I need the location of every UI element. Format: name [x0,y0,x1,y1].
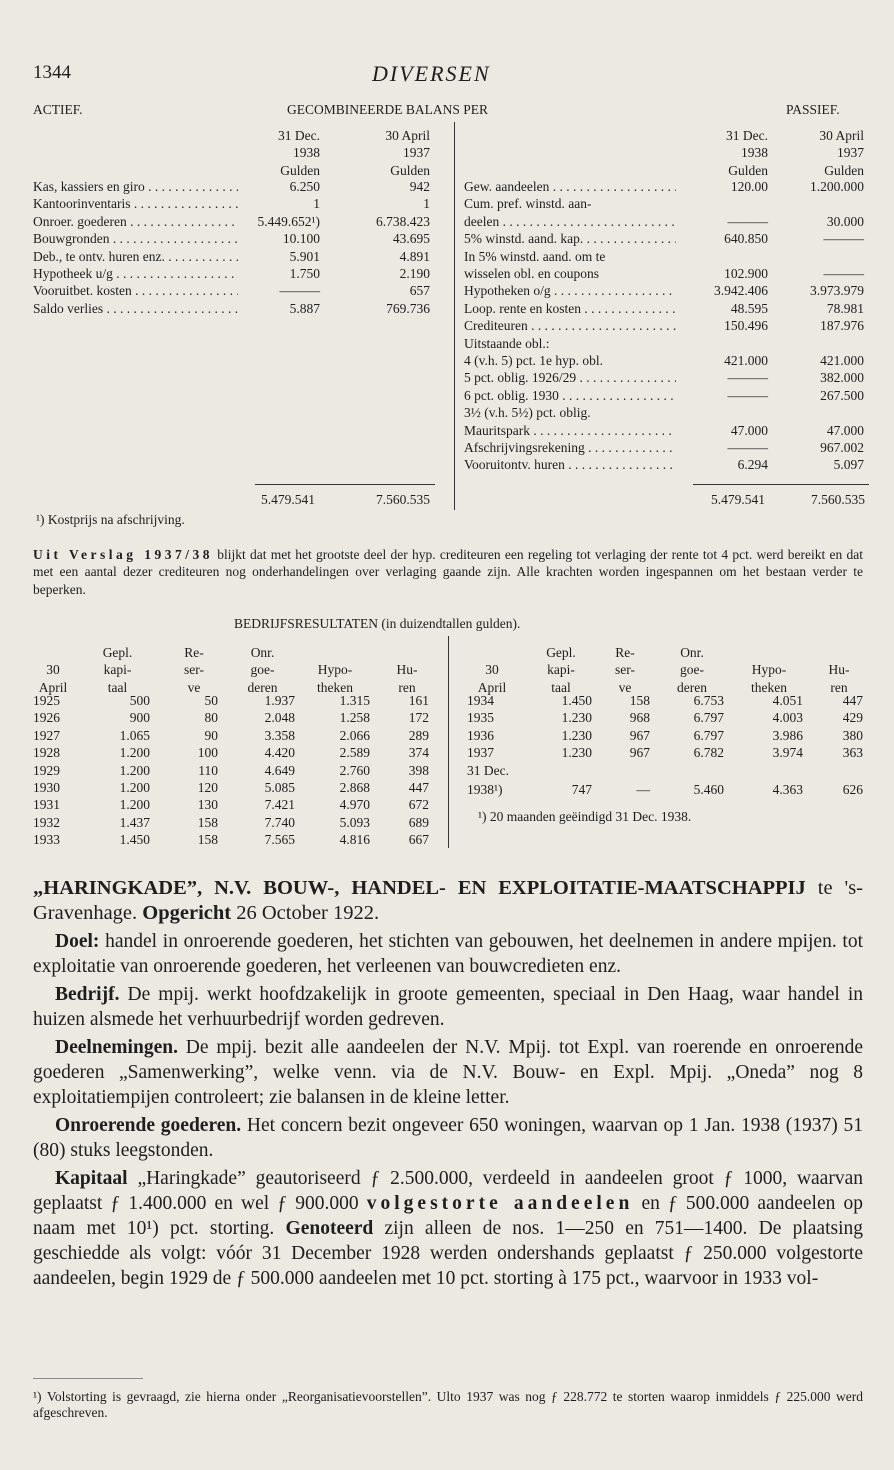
results-header-cell: theken [317,679,353,695]
results-cell: 429 [842,710,863,726]
actief-heading: ACTIEF. [33,102,83,117]
running-header: DIVERSEN [372,61,491,86]
results-cell: 4.816 [339,832,370,848]
results-cell: 2.760 [339,762,370,778]
results-header-cell: Hu- [396,662,418,678]
results-year: 1934 [467,693,494,708]
results-cell: 120 [197,780,218,795]
results-footnote: ¹) 20 maanden geëindigd 31 Dec. 1938. [478,809,692,824]
results-header-cell: ser- [184,662,204,678]
results-header-cell: 30 [485,662,499,678]
actief-value-1938: 10.100 [282,231,320,247]
column-header-1938: 1938 [741,145,768,161]
results-header-cell: Hypo- [751,662,787,678]
results-year: 1931 [33,797,60,813]
results-header-cell: Onr. [680,645,704,660]
results-cell: 6.782 [693,745,724,761]
passief-label: In 5% winstd. aand. om te [464,248,606,264]
results-cell: 626 [842,782,863,797]
passief-value-1937: 382.000 [820,370,864,386]
results-cell: 7.421 [264,797,295,813]
actief-value-1937: 43.695 [392,231,430,247]
results-cell: 2.868 [339,780,370,795]
results-cell: 5.085 [264,780,295,795]
results-cell: 4.970 [339,797,370,813]
results-year: 1929 [33,762,60,778]
results-year: 1930 [33,780,60,795]
kapitaal-spaced: volgestorte aandeelen [366,1193,634,1214]
results-cell: 1.450 [119,832,150,848]
results-cell: 1.200 [119,745,150,761]
results-year: 31 Dec. [467,762,509,778]
passief-value-1937: ——— [823,231,864,247]
results-cell: 50 [204,693,218,708]
results-year: 1928 [33,745,60,761]
results-cell: 747 [571,782,592,797]
passief-label: 3½ (v.h. 5½) pct. oblig. [464,405,591,421]
results-cell: 1.450 [561,693,592,708]
actief-value-1938: 5.901 [289,248,320,264]
results-header-cell: goe- [680,662,704,678]
results-cell: 5.093 [339,814,370,830]
results-header-cell: kapi- [547,662,575,678]
results-cell: 1.437 [119,814,150,830]
passief-value-1938: 150.496 [724,318,768,334]
results-cell: 380 [842,727,863,743]
footnote-rule [33,1378,143,1379]
actief-label: Saldo verlies . . . [33,300,238,317]
passief-value-1937: 1.200.000 [810,179,864,194]
actief-value-1938: ——— [279,283,320,299]
passief-value-1938: ——— [727,440,768,455]
results-cell: 4.051 [772,693,803,708]
founded-date: 26 October 1922. [231,902,380,924]
results-year: 1937 [467,745,494,761]
results-year: 1938¹) [467,782,503,797]
actief-value-1937: 769.736 [386,300,430,316]
results-cell: 1.200 [119,780,150,795]
results-year: 1933 [33,832,60,848]
doel-text: handel in onroerende goederen, het stichten van gebouwen, het deelnemen in andere mpijen. tot exploitatie van onroerende goederen, het verleenen van bouwcredieten enz. [33,931,863,977]
column-header-1938: 1938 [293,145,320,161]
actief-value-1937: 942 [409,179,430,194]
column-header-1937: 1937 [403,145,430,161]
passief-value-1938: 48.595 [730,300,768,316]
column-header-1938: 31 Dec. [726,128,768,143]
column-header-1938: Gulden [728,162,768,178]
results-cell: 447 [408,780,429,795]
passief-label: Cum. pref. winstd. aan- [464,196,592,212]
actief-label: Vooruitbet. kosten . . . [33,282,238,299]
actief-label: Bouwgronden . . . [33,230,238,247]
genoteerd-label: Genoteerd [285,1218,374,1239]
actief-total-1937: 7.560.535 [376,492,430,507]
actief-value-1937: 6.738.423 [376,213,430,229]
passief-total-rule [693,484,869,485]
results-cell: 2.589 [339,745,370,761]
actief-label: Hypotheek u/g . . . [33,265,238,282]
results-cell: 130 [197,797,218,813]
results-header-cell: taal [107,679,128,695]
results-cell: 968 [629,710,650,726]
company-location: te 's-Gravenhage. [33,877,864,924]
results-cell: 1.230 [561,745,592,761]
column-header-1937: Gulden [824,162,864,178]
results-title: BEDRIJFSRESULTATEN (in duizendtallen gulden). [234,616,521,631]
results-cell: 289 [408,727,429,743]
passief-value-1937: ——— [823,266,864,281]
results-cell: 4.649 [264,762,295,778]
results-cell: 5.460 [693,782,724,797]
passief-value-1937: 267.500 [820,387,864,403]
results-cell: 3.986 [772,727,803,743]
actief-total-1938: 5.479.541 [261,492,315,507]
results-cell: 672 [408,797,429,813]
results-header-cell: April [477,679,507,695]
verslag-paragraph [33,546,863,598]
results-cell: 1.200 [119,797,150,813]
results-header-cell: Hypo- [317,662,353,678]
results-header-cell: 30 [46,662,60,678]
kapitaal-label: Kapitaal [55,1168,128,1189]
passief-value-1937: 5.097 [833,457,864,473]
results-header-cell: ve [187,679,201,695]
deelnemingen-label: Deelnemingen. [55,1037,178,1058]
column-header-1938: 31 Dec. [278,128,320,143]
actief-value-1938: 1.750 [289,266,320,281]
actief-label: Kas, kassiers en giro . . . [33,178,238,195]
results-cell: 398 [408,762,429,778]
passief-label: Vooruitontv. huren . . . [464,456,676,473]
results-cell: 500 [129,693,150,708]
results-year: 1927 [33,727,60,743]
results-cell: 1.200 [119,762,150,778]
actief-value-1938: 5.449.652¹) [257,213,320,229]
passief-label: 6 pct. oblig. 1930 . . . [464,387,676,404]
column-header-1937: Gulden [390,162,430,178]
passief-label: Uitstaande obl.: [464,335,550,351]
passief-value-1937: 30.000 [826,213,864,229]
passief-value-1938: 102.900 [724,266,768,281]
passief-value-1938: ——— [727,213,768,229]
column-header-1937: 1937 [837,145,864,161]
results-cell: 161 [408,693,429,708]
results-header-cell: Onr. [250,645,275,660]
founded-label: Opgericht [142,902,232,924]
results-cell: 6.753 [693,693,724,708]
results-cell: 689 [408,814,429,830]
results-cell: 1.315 [339,693,370,708]
results-header-cell: theken [751,679,787,695]
results-cell: 967 [629,745,650,761]
passief-value-1937: 78.981 [826,300,864,316]
results-cell: 2.066 [339,727,370,743]
results-cell: 667 [408,832,429,848]
results-cell: 3.974 [772,745,803,761]
actief-total-rule [255,484,435,485]
results-cell: 4.420 [264,745,295,761]
column-header-1938: Gulden [280,162,320,178]
deelnemingen-text: De mpij. bezit alle aandeelen der N.V. Mpij. tot Expl. van roerende en onroerende goederen „Samenwerking”, welke venn. via de N.V. Bouw- en Expl. Mpij. „Oneda” nog 8 exploitatiempijen controleert; zie balansen in de kleine letter. [33,1037,863,1108]
results-header-cell: Gepl. [102,645,133,660]
results-year: 1925 [33,693,60,708]
passief-label: 5% winstd. aand. kap. . . . [464,230,676,247]
passief-value-1938: 421.000 [724,353,768,368]
passief-value-1938: 120.00 [730,179,768,194]
passief-label: Gew. aandeelen . . . [464,178,676,195]
results-header-cell: kapi- [103,662,132,678]
results-cell: 2.048 [264,710,295,726]
passief-label: 5 pct. oblig. 1926/29 . . . [464,369,676,386]
actief-value-1937: 2.190 [399,266,430,281]
passief-value-1938: 3.942.406 [714,283,768,299]
passief-value-1937: 421.000 [820,353,864,368]
bedrijf-text: De mpij. werkt hoofdzakelijk in groote gemeenten, speciaal in Den Haag, waar handel in huizen alsmede het verhuurbedrijf worden gedreven. [33,984,863,1030]
passief-label: Hypotheken o/g . . . [464,282,676,299]
results-header-cell: deren [247,679,278,695]
actief-label: Deb., te ontv. huren enz. . . . [33,248,238,265]
column-header-1937: 30 April [385,128,430,143]
results-cell: 967 [629,727,650,743]
results-header-cell: Re- [184,645,204,660]
results-header-cell: deren [677,679,707,695]
results-year: 1935 [467,710,494,726]
passief-value-1938: 47.000 [730,422,768,438]
kapitaal-text-1: „Haringkade” geautoriseerd ƒ 2.500.000, verdeeld in aandeelen groot ƒ 1000, waarvan geplaatst ƒ 1.400.000 en wel ƒ 900.000 [33,1168,863,1214]
results-header-cell: Gepl. [546,645,576,660]
results-header-cell: ren [398,679,416,695]
actief-value-1937: 657 [409,283,430,299]
kapitaal-text-2: en ƒ 500.000 aandeelen op naam met 10¹) pct. storting. [33,1193,863,1239]
passief-value-1938: ——— [727,370,768,386]
results-header-cell: ser- [615,662,635,678]
results-cell: — [636,782,650,797]
onroerende-label: Onroerende goederen. [55,1115,242,1136]
company-title: „HARINGKADE”, N.V. BOUW-, HANDEL- EN EXPLOITATIE-MAATSCHAPPIJ [33,877,806,899]
results-header-cell: Re- [615,645,635,660]
passief-label: Afschrijvingsrekening . . . [464,439,676,456]
results-cell: 1.258 [339,710,370,726]
passief-label: wisselen obl. en coupons [464,266,599,281]
results-cell: 80 [204,710,218,726]
bedrijf-label: Bedrijf. [55,984,120,1005]
results-cell: 158 [197,832,218,848]
results-header-cell: taal [551,679,571,695]
passief-value-1937: 47.000 [826,422,864,438]
page-number: 1344 [33,62,71,83]
actief-value-1938: 6.250 [289,179,320,194]
passief-label: Crediteuren . . . [464,317,676,334]
results-cell: 1.937 [264,693,295,708]
results-cell: 6.797 [693,727,724,743]
results-cell: 4.363 [772,782,803,797]
actief-label: Onroer. goederen . . . [33,213,238,230]
verslag-lead: Uit Verslag 1937/38 [33,547,214,562]
actief-value-1937: 4.891 [399,248,430,264]
results-cell: 1.230 [561,710,592,726]
results-cell: 110 [198,762,218,778]
passief-value-1937: 3.973.979 [810,283,864,299]
actief-value-1938: 1 [313,196,320,212]
results-cell: 158 [629,693,650,708]
results-year: 1936 [467,727,494,743]
passief-label: 4 (v.h. 5) pct. 1e hyp. obl. [464,353,603,368]
results-cell: 7.565 [264,832,295,848]
results-cell: 7.740 [264,814,295,830]
results-cell: 1.065 [119,727,150,743]
passief-value-1938: 640.850 [724,231,768,247]
results-header-cell: April [38,679,68,695]
passief-label: Loop. rente en kosten . . . [464,300,676,317]
kapitaal-text-3: zijn alleen de nos. 1—250 en 751—1400. De plaatsing geschiedde als volgt: vóór 31 December 1928 werden ondershands geplaatst ƒ 250.000 volgestorte aandeelen, begin 1929 de ƒ 500.000 aandeelen met 10 pct. storting à 175 pct., waarvoor in 1933 vol- [33,1218,863,1289]
passief-value-1938: 6.294 [737,457,768,473]
results-header-cell: Hu- [828,662,850,678]
results-divider [448,636,449,848]
passief-label: deelen . . . [464,213,676,230]
doel-label: Doel: [55,931,100,952]
results-header-cell: ren [830,679,848,695]
page-footnote: ¹) Volstorting is gevraagd, zie hierna onder „Reorganisatievoorstellen”. Ulto 1937 was nog ƒ 228.772 te storten waarop inmiddels ƒ 225.000 werd afgeschreven. [33,1389,863,1420]
passief-value-1938: ——— [727,387,768,403]
results-cell: 3.358 [264,727,295,743]
passief-total-1937: 7.560.535 [811,492,865,507]
results-year: 1932 [33,814,60,830]
passief-heading: PASSIEF. [786,102,840,117]
results-cell: 447 [842,693,863,708]
results-cell: 363 [842,745,863,761]
company-description [33,876,863,1291]
results-cell: 158 [197,814,218,830]
results-cell: 4.003 [772,710,803,726]
results-cell: 90 [204,727,218,743]
balance-divider [454,122,455,510]
results-header-cell: ve [618,679,632,695]
passief-label: Mauritspark . . . [464,422,676,439]
results-cell: 1.230 [561,727,592,743]
onroerende-text: Het concern bezit ongeveer 650 woningen, waarvan op 1 Jan. 1938 (1937) 51 (80) stuks leegstonden. [33,1115,863,1161]
passief-total-1938: 5.479.541 [711,492,765,507]
results-cell: 6.797 [693,710,724,726]
results-cell: 900 [129,710,150,726]
actief-value-1937: 1 [423,196,430,212]
verslag-text: blijkt dat met het grootste deel der hyp. crediteuren een regeling tot verlaging der rente tot 4 pct. werd bereikt en dat met een aantal dezer crediteuren nog onderhandelingen over verlaging gaande zijn. Alle krachten worden ingespannen om het bestaan verder te beperken. [33,547,863,597]
balance-footnote: ¹) Kostprijs na afschrijving. [36,512,185,527]
balance-heading: GECOMBINEERDE BALANS PER [287,102,489,117]
results-year: 1926 [33,710,60,726]
passief-value-1937: 967.002 [820,440,864,455]
results-cell: 100 [197,745,218,761]
actief-label: Kantoorinventaris . . . [33,195,238,212]
actief-value-1938: 5.887 [289,300,320,316]
results-header-cell: goe- [250,662,275,678]
column-header-1937: 30 April [819,128,864,143]
passief-value-1937: 187.976 [820,318,864,334]
results-cell: 374 [408,745,429,761]
results-cell: 172 [408,710,429,726]
